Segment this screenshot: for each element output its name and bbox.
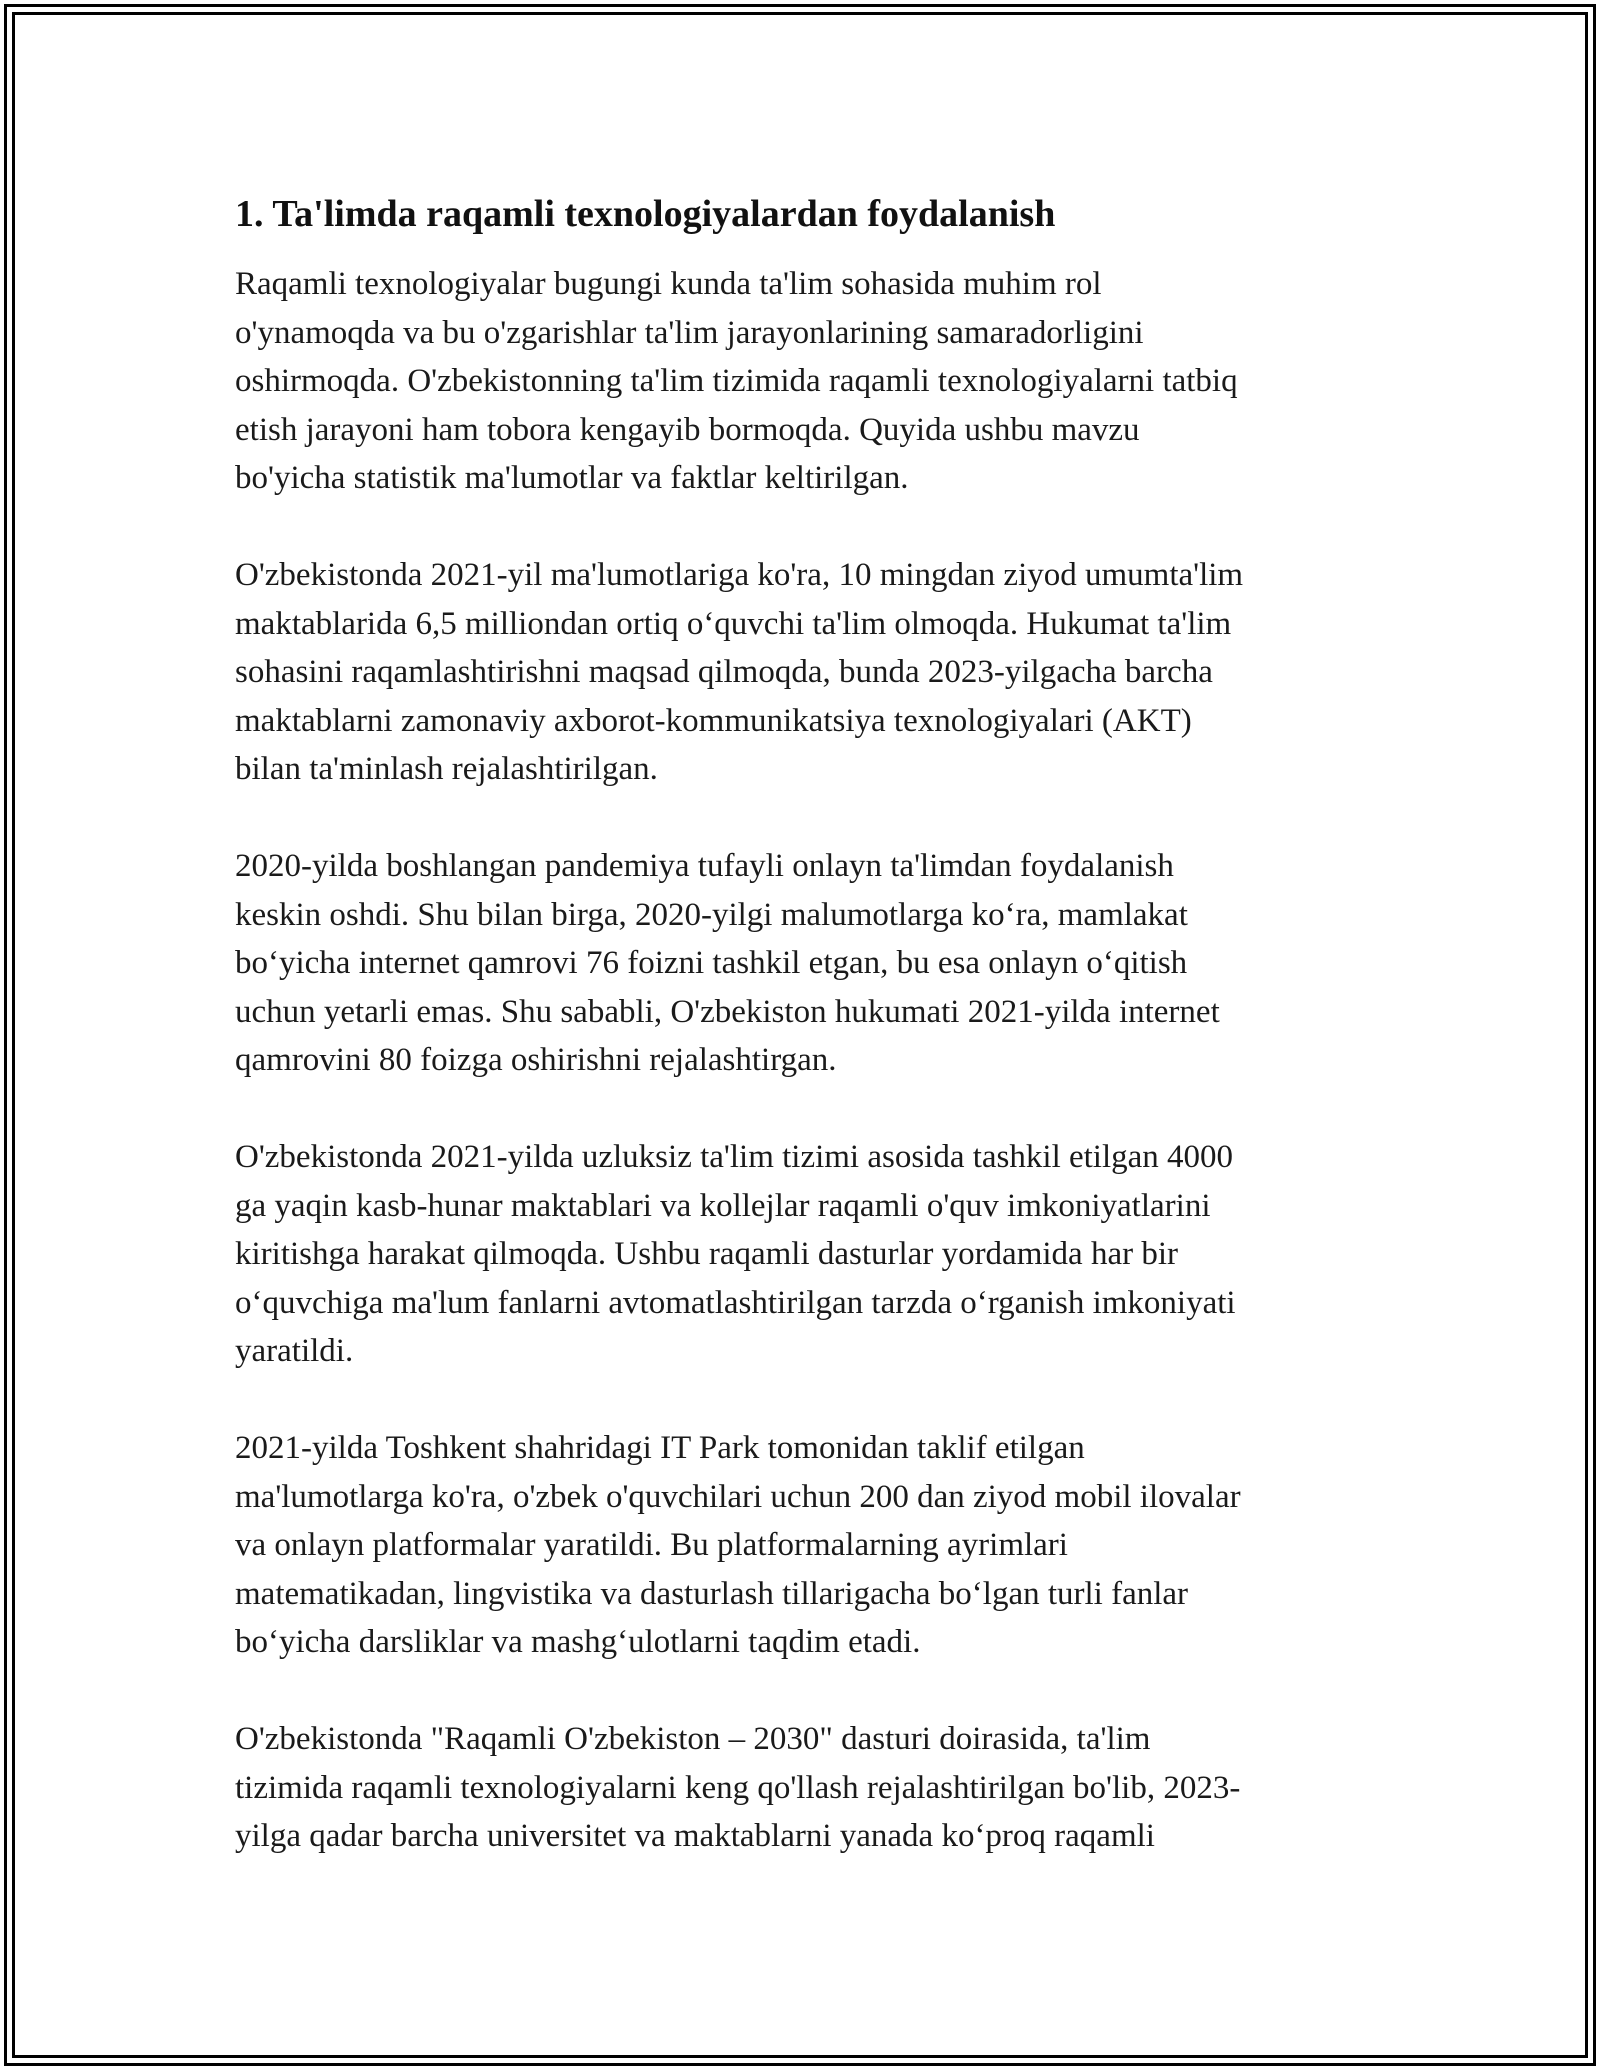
paragraph-line: Raqamli texnologiyalar bugungi kunda ta'lim sohasida muhim rol [235,266,1102,302]
paragraph [235,842,1365,1085]
paragraph-line: maktablarida 6,5 milliondan ortiq o‘quvchi ta'lim olmoqda. Hukumat ta'lim [235,605,1232,642]
paragraph-line: sohasini raqamlashtirishni maqsad qilmoqda, bunda 2023-yilgacha barcha [235,654,1213,690]
paragraph-line: o‘quvchiga ma'lum fanlarni avtomatlashtirilgan tarzda o‘rganish imkoniyati [235,1284,1236,1321]
paragraph-line: bo‘yicha darsliklar va mashg‘ulotlarni taqdim etadi. [235,1624,921,1660]
paragraph-line: ma'lumotlarga ko'ra, o'zbek o'quvchilari uchun 200 dan ziyod mobil ilovalar [235,1478,1241,1515]
paragraph-line: O'zbekistonda 2021-yilda uzluksiz ta'lim tizimi asosida tashkil etilgan 4000 [235,1139,1234,1175]
paragraph [235,1715,1365,1861]
paragraph-line: 2021-yilda Toshkent shahridagi IT Park tomonidan taklif etilgan [235,1430,1085,1466]
paragraph-line: qamrovini 80 foizga oshirishni rejalashtirgan. [235,1042,837,1078]
paragraph-line: bo'yicha statistik ma'lumotlar va faktlar keltirilgan. [235,460,909,496]
paragraph [235,1424,1365,1667]
paragraph-line: 2020-yilda boshlangan pandemiya tufayli onlayn ta'limdan foydalanish [235,848,1174,884]
paragraph-line: bilan ta'minlash rejalashtirilgan. [235,751,658,787]
paragraph-line: kiritishga harakat qilmoqda. Ushbu raqamli dasturlar yordamida har bir [235,1236,1178,1272]
paragraph-line: tizimida raqamli texnologiyalarni keng qo'llash rejalashtirilgan bo'lib, 2023- [235,1769,1241,1806]
paragraph-line: uchun yetarli emas. Shu sababli, O'zbekiston hukumati 2021-yilda internet [235,993,1220,1030]
paragraph-line: bo‘yicha internet qamrovi 76 foizni tashkil etgan, bu esa onlayn o‘qitish [235,945,1188,981]
paragraph-line: matematikadan, lingvistika va dasturlash tillarigacha bo‘lgan turli fanlar [235,1575,1189,1612]
paragraph-line: O'zbekistonda 2021-yil ma'lumotlariga ko'ra, 10 mingdan ziyod umumta'lim [235,557,1244,593]
paragraph [235,1133,1365,1376]
section-heading: 1. Ta'limda raqamli texnologiyalardan foydalanish [235,193,1056,235]
document-body [235,188,1365,1909]
paragraph-line: o'ynamoqda va bu o'zgarishlar ta'lim jarayonlarining samaradorligini [235,314,1144,351]
paragraph [235,260,1365,503]
paragraph [235,551,1365,794]
paragraph-line: yilga qadar barcha universitet va maktablarni yanada ko‘proq raqamli [235,1818,1155,1854]
paragraph-list [235,260,1365,1861]
paragraph-line: oshirmoqda. O'zbekistonning ta'lim tizimida raqamli texnologiyalarni tatbiq [235,363,1238,399]
paragraph-line: ga yaqin kasb-hunar maktablari va kollejlar raqamli o'quv imkoniyatlarini [235,1187,1211,1224]
paragraph-line: keskin oshdi. Shu bilan birga, 2020-yilgi malumotlarga ko‘ra, mamlakat [235,896,1188,933]
paragraph-line: yaratildi. [235,1333,354,1369]
paragraph-line: etish jarayoni ham tobora kengayib bormoqda. Quyida ushbu mavzu [235,411,1140,448]
paragraph-line: O'zbekistonda "Raqamli O'zbekiston – 2030" dasturi doirasida, ta'lim [235,1721,1151,1757]
paragraph-line: va onlayn platformalar yaratildi. Bu platformalarning ayrimlari [235,1527,1068,1563]
paragraph-line: maktablarni zamonaviy axborot-kommunikatsiya texnologiyalari (AKT) [235,702,1192,739]
